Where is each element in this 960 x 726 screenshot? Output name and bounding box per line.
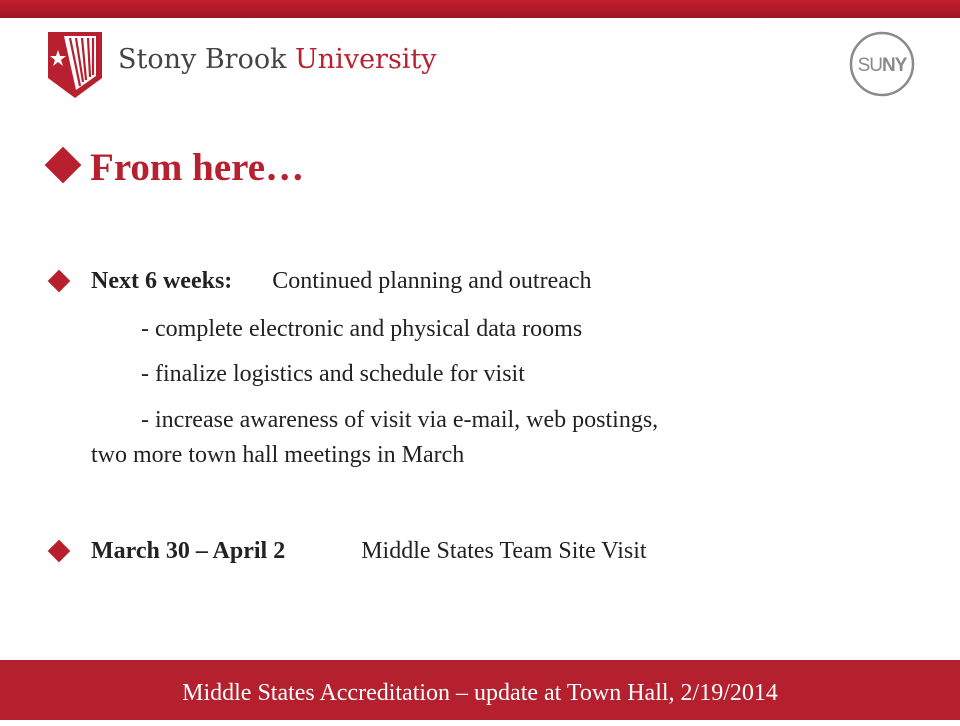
diamond-bullet-icon (45, 147, 82, 184)
item-text (91, 263, 592, 299)
star-shield-icon (46, 30, 104, 100)
footer-banner (0, 660, 960, 720)
footer-text: Middle States Accreditation – update at Town Hall, 2/19/2014 (182, 680, 778, 706)
diamond-bullet-icon (48, 540, 71, 563)
logo-wordmark-university: University (286, 44, 437, 75)
diamond-bullet-icon (48, 270, 71, 293)
sub-item-continuation: two more town hall meetings in March (91, 442, 465, 468)
svg-text:SUNY: SUNY (857, 55, 907, 76)
top-banner (0, 0, 960, 18)
sub-item: - complete electronic and physical data rooms (141, 316, 583, 342)
sub-item: - increase awareness of visit via e-mail, web postings, (141, 407, 659, 433)
item-description: Continued planning and outreach (272, 268, 592, 294)
logo-wordmark (118, 44, 437, 75)
item-text (91, 533, 647, 569)
slide-title: From here… (90, 146, 305, 189)
item-label: Next 6 weeks: (91, 268, 233, 294)
stony-brook-logo (46, 30, 446, 100)
item-label: March 30 – April 2 (91, 538, 286, 564)
suny-logo (848, 30, 916, 98)
logo-wordmark-stony-brook: Stony Brook (118, 44, 287, 75)
item-description: Middle States Team Site Visit (361, 538, 647, 564)
sub-item: - finalize logistics and schedule for visit (141, 361, 525, 387)
